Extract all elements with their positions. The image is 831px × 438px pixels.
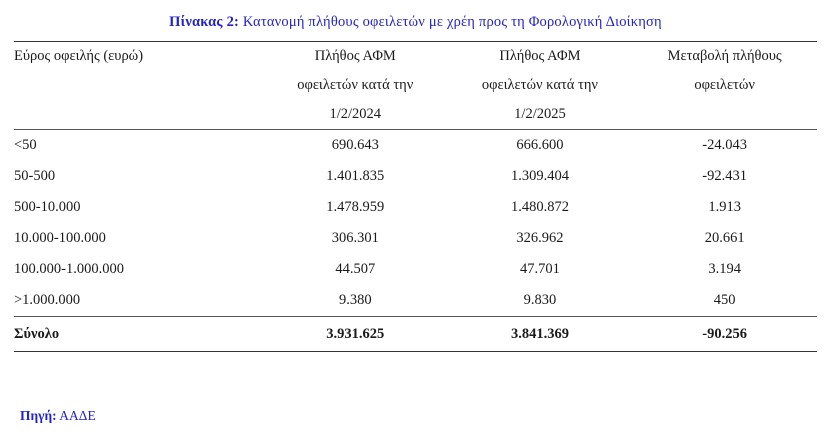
table-number-label: Πίνακας 2: xyxy=(169,14,240,30)
cell-total-label: Σύνολο xyxy=(14,325,60,342)
cell-change: 20.661 xyxy=(704,230,745,246)
table-row xyxy=(14,161,817,192)
cell-2024: 9.380 xyxy=(338,292,372,308)
cell-2025: 326.962 xyxy=(516,230,564,246)
cell-2025: 1.309.404 xyxy=(510,168,569,184)
table-bottom-rule xyxy=(14,352,817,353)
cell-range: 50-500 xyxy=(14,168,56,184)
debtors-table xyxy=(14,41,817,352)
column-header-2024 xyxy=(263,42,448,130)
cell-change: 3.194 xyxy=(708,261,741,277)
cell-2025: 1.480.872 xyxy=(510,199,569,215)
table-row xyxy=(14,285,817,317)
cell-range: 10.000-100.000 xyxy=(14,230,106,246)
cell-change: 450 xyxy=(713,292,736,308)
column-header-change-line-1: Μεταβολή πλήθους xyxy=(667,48,782,64)
column-header-change-line-2: οφειλετών xyxy=(694,77,755,93)
cell-change: -24.043 xyxy=(702,137,747,153)
source-value: ΑΑΔΕ xyxy=(59,408,96,423)
column-header-2025-line-2: οφειλετών κατά την xyxy=(481,77,598,93)
cell-total-change: -90.256 xyxy=(702,325,747,342)
cell-range: >1.000.000 xyxy=(14,292,81,308)
column-header-range xyxy=(14,42,263,130)
column-header-2024-line-2: οφειλετών κατά την xyxy=(297,77,414,93)
cell-range: 500-10.000 xyxy=(14,199,81,215)
column-header-2025-line-1: Πλήθος ΑΦΜ xyxy=(499,48,581,64)
cell-2025: 47.701 xyxy=(520,261,560,277)
cell-2024: 1.478.959 xyxy=(326,199,385,215)
column-header-range-line-1: Εύρος οφειλής (ευρώ) xyxy=(14,48,144,64)
column-header-2025 xyxy=(448,42,633,130)
column-header-change xyxy=(632,42,817,130)
column-header-2024-line-3: 1/2/2024 xyxy=(329,106,382,122)
cell-change: 1.913 xyxy=(708,199,741,215)
cell-2025: 9.830 xyxy=(523,292,557,308)
table-caption xyxy=(14,0,817,41)
table-total-row xyxy=(14,317,817,352)
cell-2025: 666.600 xyxy=(516,137,564,153)
cell-total-2025: 3.841.369 xyxy=(510,325,569,342)
source-note xyxy=(20,408,96,424)
table-header-row xyxy=(14,42,817,130)
table-row xyxy=(14,130,817,162)
cell-range: 100.000-1.000.000 xyxy=(14,261,124,277)
table-row xyxy=(14,223,817,254)
table-caption-text: Κατανομή πλήθους οφειλετών με χρέη προς τη Φορολογική Διοίκηση xyxy=(242,14,662,30)
table-head xyxy=(14,42,817,130)
cell-2024: 44.507 xyxy=(335,261,376,277)
cell-2024: 690.643 xyxy=(331,137,379,153)
cell-total-2024: 3.931.625 xyxy=(326,325,385,342)
table-row xyxy=(14,254,817,285)
cell-2024: 1.401.835 xyxy=(326,168,385,184)
column-header-2025-line-3: 1/2/2025 xyxy=(514,106,566,122)
cell-range: <50 xyxy=(14,137,37,153)
source-label: Πηγή: xyxy=(20,408,57,423)
cell-change: -92.431 xyxy=(702,168,747,184)
table-body xyxy=(14,130,817,353)
cell-2024: 306.301 xyxy=(331,230,379,246)
table-row xyxy=(14,192,817,223)
column-header-2024-line-1: Πλήθος ΑΦΜ xyxy=(314,48,396,64)
